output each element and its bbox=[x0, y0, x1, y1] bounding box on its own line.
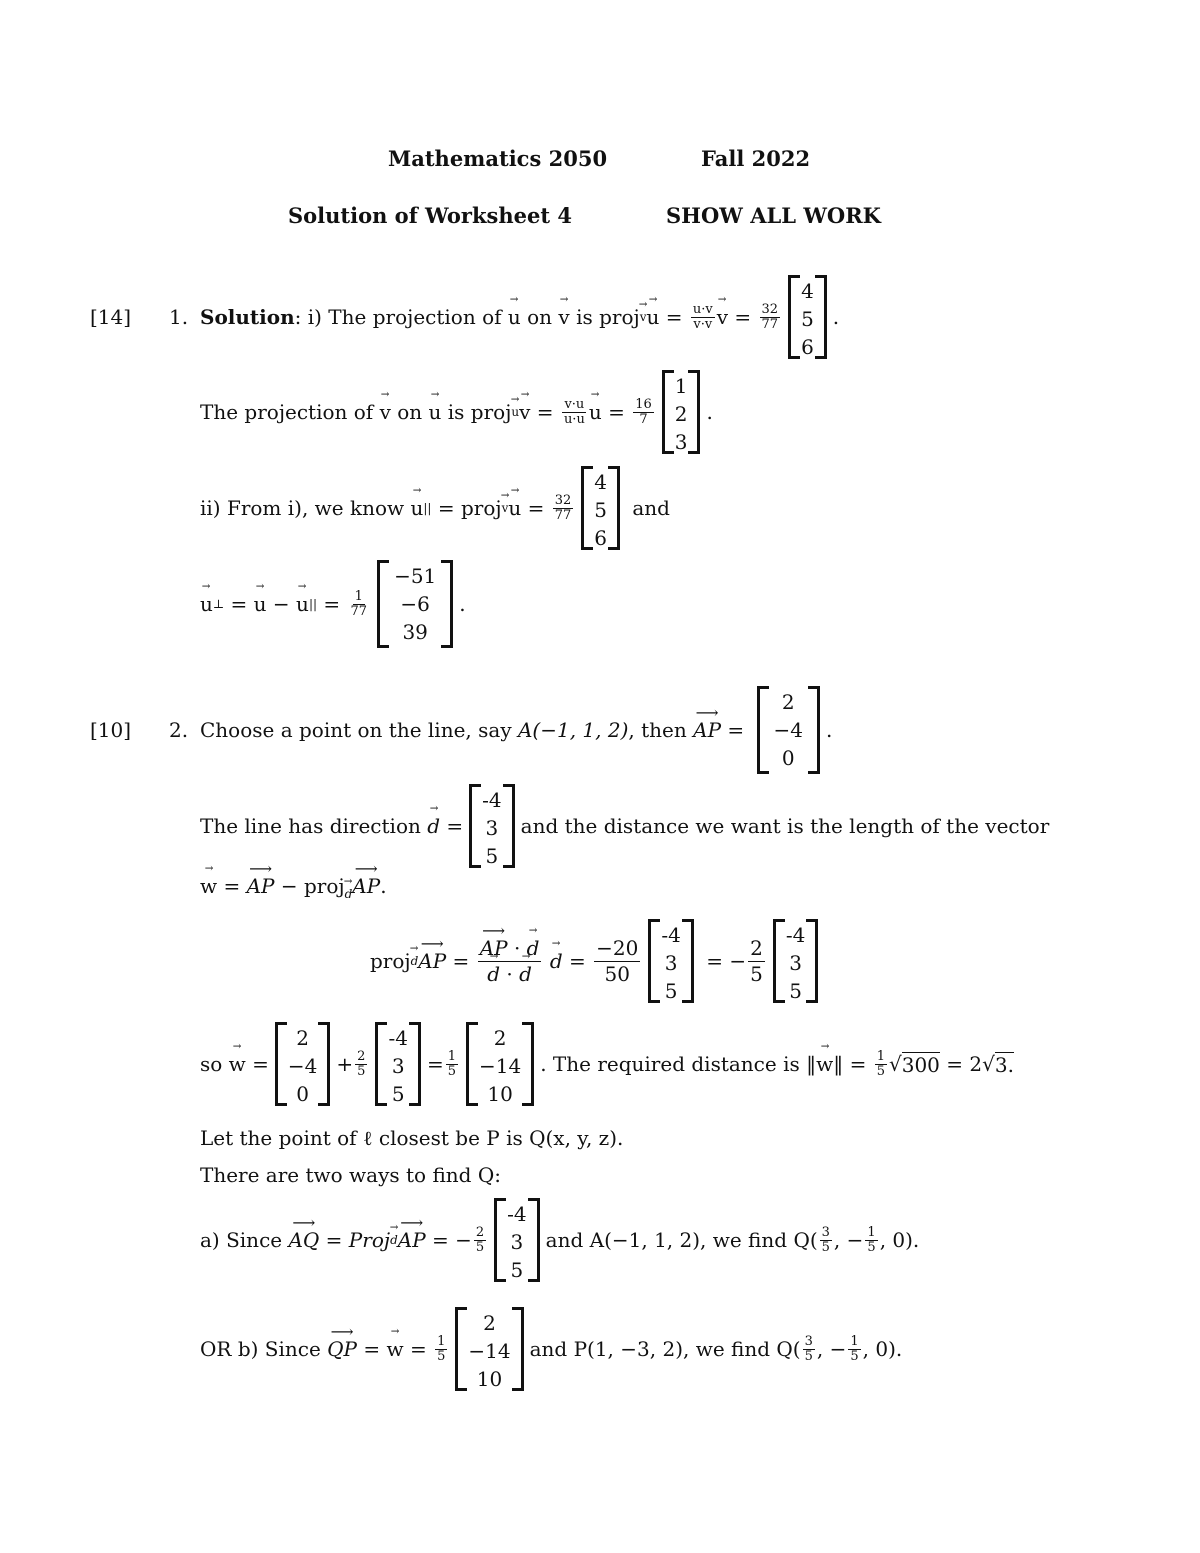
solution-label: Solution bbox=[200, 305, 295, 329]
vec-v: → v bbox=[558, 305, 569, 329]
p1-line4: → u ⊥ = → u − → u || = $\frac{1}{77}$ −51 −6 39 . bbox=[200, 560, 466, 648]
course-title: Mathematics 2050 bbox=[388, 146, 608, 171]
vector-123: 1 2 3 bbox=[662, 370, 701, 454]
frac-32-77: $\frac{32}{77}$ bbox=[761, 301, 779, 332]
dot-frac-uv: $\frac{u\cdot v}{v\cdot v}$ bbox=[692, 301, 713, 332]
vec-u: → u bbox=[508, 305, 521, 329]
vector-d-b: -4 3 5 bbox=[648, 919, 693, 1003]
p2-line2: The line has direction → d = -4 3 5 and the distance we want is the length of the vector bbox=[200, 782, 1049, 870]
way-a: a) Since ⟶ AQ = Proj → d ⟶ AP = − $\frac{2}{5}$ -4 3 5 and A(−1, 1, 2), we find Q( $\frac{3}{5}$ , − $\frac{1}{5}$ , 0). bbox=[200, 1196, 919, 1284]
marks-1: [14] bbox=[90, 305, 132, 329]
vector-456: 4 5 6 bbox=[788, 275, 827, 359]
point-a: A(−1, 1, 2) bbox=[517, 718, 629, 742]
problem-1-number: 1. bbox=[169, 305, 189, 329]
two-ways-text: There are two ways to find Q: bbox=[200, 1163, 501, 1187]
p1-line3: ii) From i), we know → u || = proj → v → u = $\frac{32}{77}$ 4 5 6 and bbox=[200, 464, 670, 552]
p1-line1: Solution : i) The projection of → u on → v is proj → v → u = $\frac{u\cdot v}{v\cdot v}$ → v = $\frac{32}{77}$ 4 5 6 . bbox=[200, 272, 839, 362]
vector-perp: −51 −6 39 bbox=[377, 560, 453, 648]
p2-then: , then bbox=[628, 718, 687, 742]
vector-d-c: -4 3 5 bbox=[773, 919, 818, 1003]
p1-line3-text: ii) From i), we know bbox=[200, 496, 405, 520]
marks-2: [10] bbox=[90, 718, 132, 742]
instruction: SHOW ALL WORK bbox=[666, 203, 881, 228]
p1-line2-text: The projection of bbox=[200, 400, 374, 424]
way-b: OR b) Since ⟶ QP = → w = $\frac{1}{5}$ 2 −14 10 and P(1, −3, 2), we find Q( $\frac{3}{5}$ , − $\frac{1}{5}$ , 0). bbox=[200, 1305, 902, 1393]
vector-ap: 2 −4 0 bbox=[757, 686, 820, 774]
problem-2-number: 2. bbox=[169, 718, 189, 742]
frac-16-7: $\frac{16}{7}$ bbox=[635, 396, 652, 427]
p2-line2-tail: and the distance we want is the length of the vector bbox=[520, 814, 1050, 838]
p1-line1-text: : i) The projection of bbox=[294, 305, 502, 329]
vector-d: -4 3 5 bbox=[469, 784, 514, 868]
term: Fall 2022 bbox=[701, 146, 811, 171]
p2-line1: Choose a point on the line, say A(−1, 1, 2) , then ⟶ AP = 2 −4 0 . bbox=[200, 686, 832, 774]
p1-on: on bbox=[527, 305, 553, 329]
vector-456-b: 4 5 6 bbox=[581, 466, 620, 550]
p2-line3: → w = ⟶ AP − proj→ $_d$⟶ AP. bbox=[200, 874, 387, 901]
dot-frac-vu: $\frac{v\cdot u}{u\cdot u}$ bbox=[563, 396, 585, 427]
p1-is: is proj bbox=[576, 305, 640, 329]
p2-line2-text: The line has direction bbox=[200, 814, 421, 838]
p1-line2: The projection of → v on → u is proj → u → v = $\frac{v\cdot u}{u\cdot u}$ → u = $\frac{16}{7}$ 1 2 3 . bbox=[200, 368, 713, 456]
vector-sum: 2 −14 10 bbox=[466, 1022, 534, 1106]
p2-line1-text: Choose a point on the line, say bbox=[200, 718, 512, 742]
p2-w-line: so → w = 2 −4 0 + $\frac{2}{5}$ -4 3 5 = $\frac{1}{5}$ 2 −14 10 . The required distance is ‖ → w ‖ = $\frac{1}{5}$ √ 300 = 2 √ 3. bbox=[200, 1020, 1014, 1108]
proj-equation: proj → d ⟶ AP = ⟶ AP · → d → d · → d → d = $\frac{-20}{50}$ -4 3 5 = − $\frac{2}{5}$ -4 3 5 bbox=[370, 917, 824, 1005]
worksheet-title: Solution of Worksheet 4 bbox=[288, 203, 572, 228]
p1-and: and bbox=[632, 496, 670, 520]
closest-text: Let the point of ℓ closest be P is Q(x, y, z). bbox=[200, 1126, 624, 1150]
